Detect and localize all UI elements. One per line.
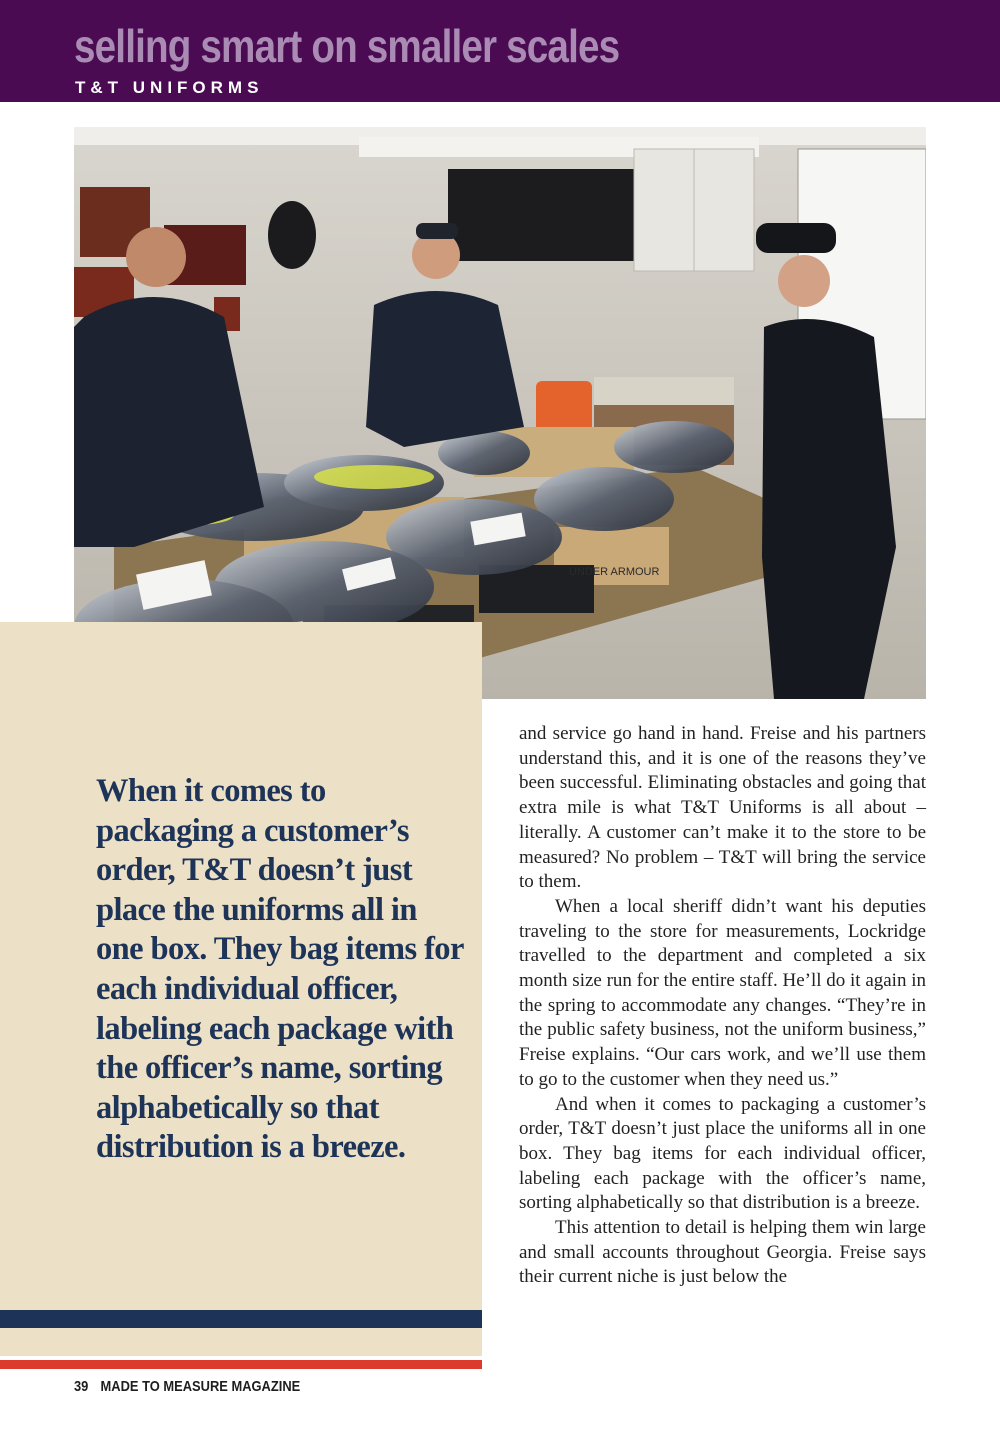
red-stripe — [0, 1360, 482, 1369]
body-paragraph: And when it comes to packaging a customer’s order, T&T doesn’t just place the uniforms all in one box. They bag items for each individual officer, labeling each package with the officer’s name, sorting alphabetically so that distribution is a breeze. — [519, 1093, 926, 1214]
panel-bottom-band — [0, 1328, 482, 1356]
body-paragraph: and service go hand in hand. Freise and his partners understand this, and it is one of the reasons they’ve been successful. Eliminating obstacles and going that extra mile is what T&T Uniforms is all about – literally. A customer can’t make it to the store to be measured? No problem – T&T will bring the service to them. — [519, 723, 926, 893]
box-brand-text: UNDER ARMOUR — [569, 566, 660, 578]
pull-quote: When it comes to packaging a customer’s order, T&T doesn’t just place the uniforms all in one box. They bag items for each individual officer, labeling each package with the officer’s name, sorting alphabetically so that distribution is a breeze. — [96, 773, 464, 1166]
body-paragraph: This attention to detail is helping them win large and small accounts throughout Georgia. Freise says their current niche is just below the — [519, 1217, 926, 1288]
article-photo — [74, 127, 926, 699]
page-footer — [74, 1377, 300, 1397]
article-body — [519, 722, 926, 1290]
header-banner — [0, 0, 1000, 102]
page-number: 39 — [74, 1378, 89, 1395]
body-paragraph: When a local sheriff didn’t want his deputies traveling to the store for measurements, Lockridge travelled to the department and completed a six month size run for the entire staff. He’ll do it again in the spring to accommodate any changes. “They’re in the public safety business, not the uniform business,” Freise explains. “Our cars work, and we’ll use them to go to the customer when they need us.” — [519, 895, 926, 1090]
section-subtitle: T&T UNIFORMS — [75, 78, 264, 97]
section-title: selling smart on smaller scales — [74, 20, 620, 72]
navy-stripe — [0, 1310, 482, 1328]
photo-illustration — [74, 127, 926, 699]
publication-name: MADE TO MEASURE MAGAZINE — [100, 1378, 301, 1395]
